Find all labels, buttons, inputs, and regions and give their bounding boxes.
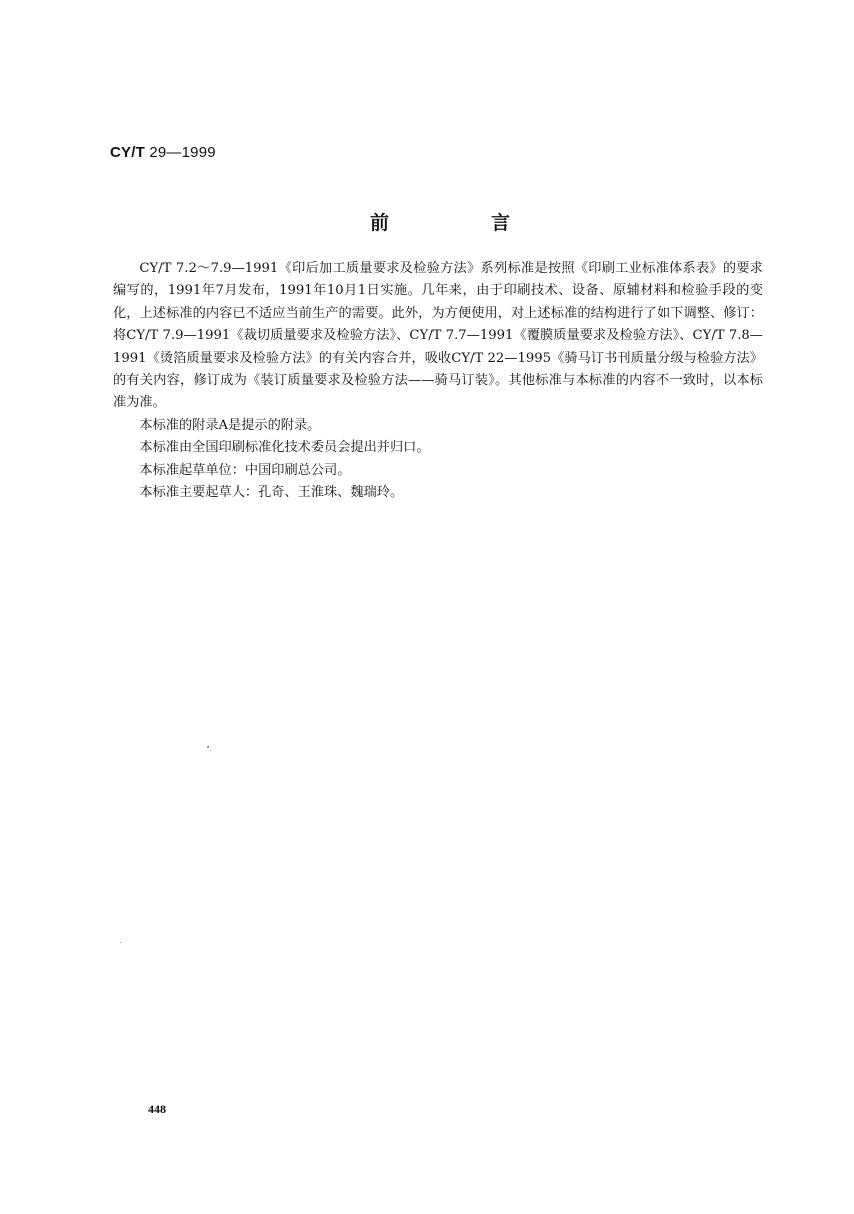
scan-speck [210, 750, 211, 751]
standard-code [110, 144, 216, 161]
title-char-1: 前 [370, 212, 390, 234]
paragraph-drafters: 本标准主要起草人：孔奇、王淮珠、魏瑞玲。 [139, 485, 404, 501]
foreword-body [113, 258, 763, 504]
paragraph-drafting-unit: 本标准起草单位：中国印刷总公司。 [139, 462, 351, 478]
page-title [370, 208, 510, 235]
paragraph-background: CY/T 7.2～7.9—1991《印后加工质量要求及检验方法》系列标准是按照《印刷工业标准体系表》的要求编写的，1991年7月发布，1991年10月1日实施。几年来，由于印刷技术、设备、原辅材料和检验手段的变化，上述标准的内容已不适应当前生产的需要。此外，为方便使用，对上述标准的结构进行了如下调整、修订：将CY/T 7.9—1991《裁切质量要求及检验方法》、CY/T 7.7—1991《覆膜质量要求及检验方法》、CY/T 7.8—1991《烫箔质量要求及检验方法》的有关内容合并，吸收CY/T 22—1995《骑马订书刊质量分级与检验方法》的有关内容，修订成为《装订质量要求及检验方法——骑马订装》。其他标准与本标准的内容不一致时，以本标准为准。 [113, 261, 763, 411]
scan-speck [120, 942, 121, 943]
paragraph-appendix: 本标准的附录A是提示的附录。 [139, 417, 321, 433]
paragraph-proposer: 本标准由全国印刷标准化技术委员会提出并归口。 [139, 440, 430, 456]
scan-speck [207, 746, 209, 748]
standard-code-prefix: CY/T [110, 144, 145, 161]
title-char-2: 言 [490, 212, 510, 234]
standard-code-number: 29—1999 [149, 144, 216, 161]
page-number: 448 [148, 1102, 166, 1116]
